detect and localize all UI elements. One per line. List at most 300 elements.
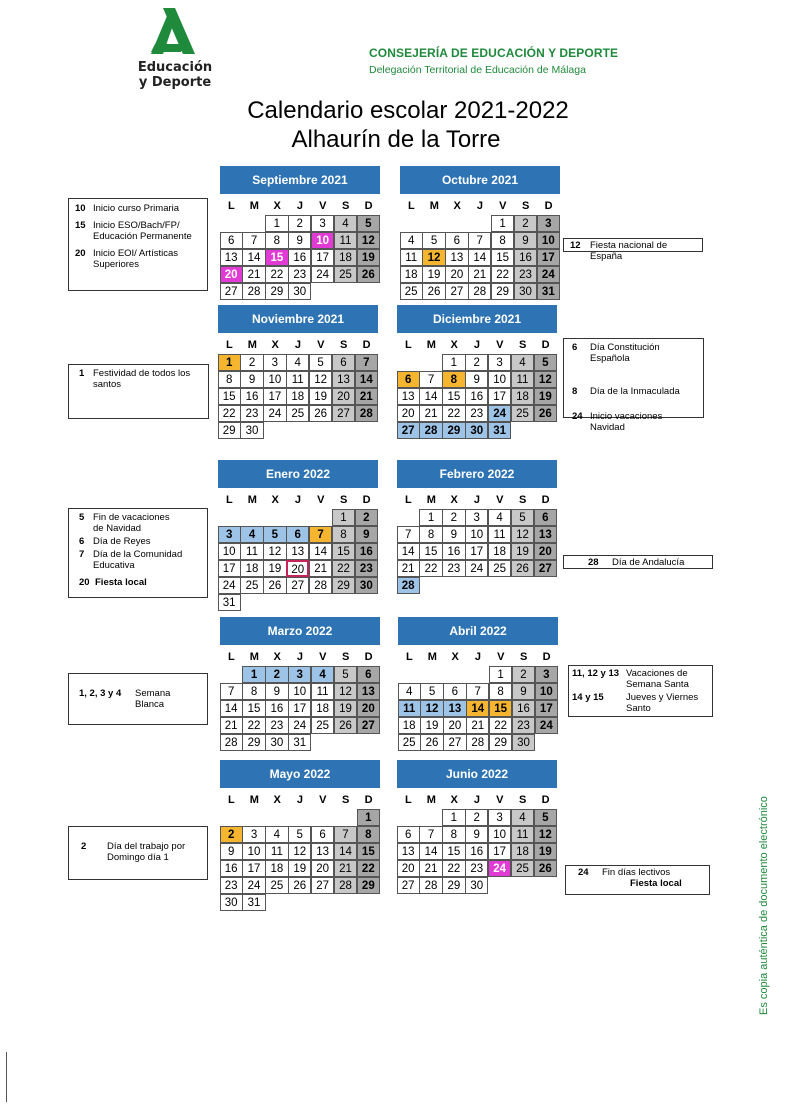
day-cell: 11 (334, 232, 357, 250)
day-cell: 9 (512, 683, 535, 701)
day-cell: 6 (397, 371, 420, 389)
empty-cell (334, 809, 357, 826)
day-cell: 17 (488, 843, 511, 861)
day-cell: 25 (398, 734, 421, 752)
day-cell: 5 (534, 809, 557, 827)
day-cell: 25 (265, 877, 288, 895)
day-cell: 20 (220, 266, 243, 284)
day-cell: 9 (442, 526, 465, 544)
month-header: Enero 2022 (218, 460, 378, 488)
weekday-label: X (273, 200, 281, 212)
day-cell: 1 (489, 666, 512, 684)
day-cell: 26 (334, 717, 357, 735)
day-cell: 16 (265, 700, 288, 718)
day-cell: 6 (397, 826, 420, 844)
month-header: Abril 2022 (398, 617, 558, 645)
day-cell: 19 (357, 249, 380, 267)
day-cell: 13 (286, 543, 309, 561)
day-cell: 29 (218, 422, 241, 440)
legend-marzo: 1, 2, 3 y 4 Semana Blanca (68, 673, 208, 725)
weekday-label: M (427, 651, 437, 663)
day-cell: 29 (242, 734, 265, 752)
day-cell: 28 (220, 734, 243, 752)
day-cell: 4 (286, 354, 309, 372)
day-cell: 17 (465, 543, 488, 561)
authenticity-note: Es copia auténtica de documento electrónico (758, 796, 770, 1015)
day-cell: 10 (288, 683, 311, 701)
day-cell: 6 (357, 666, 380, 684)
day-cell: 19 (309, 388, 332, 406)
day-cell: 15 (491, 249, 514, 267)
legend-abril: 11, 12 y 13 Vacaciones de Semana Santa 14 y 15 Jueves y Viernes Santo (568, 665, 713, 717)
empty-cell (467, 666, 490, 683)
day-cell: 6 (220, 232, 243, 250)
empty-cell (241, 509, 264, 526)
weekday-label: M (429, 200, 439, 212)
weekday-label: M (426, 794, 436, 806)
day-cell: 11 (400, 249, 423, 267)
day-cell: 24 (263, 405, 286, 423)
day-cell: 25 (240, 577, 263, 595)
day-cell: 10 (535, 683, 558, 701)
day-cell: 13 (397, 388, 420, 406)
day-cell: 9 (465, 371, 488, 389)
day-cell: 13 (311, 843, 334, 861)
weekday-label: S (342, 794, 350, 806)
legend-octubre: 12 Fiesta nacional de España (563, 238, 703, 252)
day-cell: 12 (334, 683, 357, 701)
day-cell: 7 (468, 232, 491, 250)
day-cell: 28 (468, 283, 491, 301)
day-cell: 28 (397, 577, 420, 595)
day-cell: 21 (334, 860, 357, 878)
day-cell: 14 (220, 700, 243, 718)
weekday-label: M (249, 200, 259, 212)
day-cell: 26 (309, 405, 332, 423)
day-cell: 15 (442, 388, 465, 406)
day-cell: 27 (443, 734, 466, 752)
day-cell: 7 (419, 371, 442, 389)
day-cell: 14 (334, 843, 357, 861)
day-cell: 29 (442, 422, 465, 440)
day-cell: 4 (511, 809, 534, 827)
weekday-label: X (450, 794, 458, 806)
day-cell: 7 (355, 354, 378, 372)
day-cell: 6 (286, 526, 309, 544)
day-cell: 14 (242, 249, 265, 267)
day-cell: 17 (488, 388, 511, 406)
weekday-label: J (476, 200, 484, 212)
month-octubre (400, 166, 560, 300)
day-cell: 30 (220, 894, 243, 912)
empty-cell (420, 354, 443, 371)
day-cell: 17 (311, 249, 334, 267)
day-cell: 21 (397, 560, 420, 578)
day-cell: 20 (397, 860, 420, 878)
day-cell: 22 (442, 405, 465, 423)
day-cell: 23 (240, 405, 263, 423)
day-cell: 23 (465, 405, 488, 423)
month-header: Mayo 2022 (220, 760, 380, 788)
weekday-label: M (249, 651, 259, 663)
weekday-label: D (544, 200, 553, 212)
day-cell: 20 (311, 860, 334, 878)
day-cell: 11 (488, 526, 511, 544)
day-cell: 29 (489, 734, 512, 752)
day-grid (397, 354, 557, 439)
month-abril (398, 617, 558, 751)
day-cell: 10 (311, 232, 334, 250)
day-grid (220, 666, 380, 751)
day-cell: 14 (419, 843, 442, 861)
day-cell: 20 (443, 717, 466, 735)
month-mayo (220, 760, 380, 911)
day-cell: 3 (242, 826, 265, 844)
day-cell: 17 (537, 249, 560, 267)
day-cell: 6 (311, 826, 334, 844)
day-cell: 10 (488, 826, 511, 844)
legend-item: 10 Inicio curso Primaria (75, 203, 180, 214)
day-cell: 22 (218, 405, 241, 423)
weekday-label: D (541, 794, 550, 806)
weekday-label: L (226, 494, 233, 506)
day-cell: 13 (332, 371, 355, 389)
empty-cell (220, 215, 243, 232)
day-cell: 17 (242, 860, 265, 878)
day-cell: 23 (514, 266, 537, 284)
day-cell: 4 (240, 526, 263, 544)
day-cell: 24 (535, 717, 558, 735)
weekday-label: L (226, 339, 233, 351)
weekday-label: J (296, 794, 304, 806)
day-cell: 7 (334, 826, 357, 844)
day-cell: 24 (242, 877, 265, 895)
weekday-label: D (364, 794, 373, 806)
day-cell: 14 (309, 543, 332, 561)
day-cell: 15 (265, 249, 288, 267)
weekday-label: D (362, 339, 371, 351)
day-cell: 14 (468, 249, 491, 267)
legend-junio: 24 Fin días lectivos Fiesta local (565, 865, 710, 895)
day-cell: 30 (355, 577, 378, 595)
day-cell: 4 (511, 354, 534, 372)
day-grid (220, 215, 380, 300)
day-cell: 5 (263, 526, 286, 544)
month-febrero (397, 460, 557, 594)
junta-a-icon (145, 8, 205, 60)
day-cell: 2 (514, 215, 537, 233)
day-cell: 10 (537, 232, 560, 250)
empty-cell (264, 509, 287, 526)
day-cell: 2 (288, 215, 311, 233)
weekday-label: M (426, 339, 436, 351)
legend-febrero: 28 Día de Andalucía (563, 555, 713, 569)
empty-cell (220, 666, 243, 683)
month-junio (397, 760, 557, 894)
empty-cell (397, 809, 420, 826)
day-cell: 15 (489, 700, 512, 718)
day-cell: 27 (357, 717, 380, 735)
day-cell: 7 (220, 683, 243, 701)
day-cell: 29 (491, 283, 514, 301)
day-cell: 28 (334, 877, 357, 895)
month-header: Octubre 2021 (400, 166, 560, 194)
day-cell: 12 (422, 249, 445, 267)
weekday-header-row (218, 337, 378, 353)
weekday-label: L (405, 494, 412, 506)
day-cell: 29 (357, 877, 380, 895)
day-cell: 8 (442, 826, 465, 844)
day-cell: 2 (240, 354, 263, 372)
empty-cell (309, 509, 332, 526)
empty-cell (446, 215, 469, 232)
day-cell: 17 (288, 700, 311, 718)
day-cell: 5 (334, 666, 357, 684)
weekday-label: M (426, 494, 436, 506)
day-cell: 21 (419, 860, 442, 878)
weekday-label: V (319, 651, 327, 663)
weekday-label: V (496, 339, 504, 351)
day-cell: 31 (537, 283, 560, 301)
day-cell: 27 (332, 405, 355, 423)
day-cell: 25 (400, 283, 423, 301)
day-cell: 25 (488, 560, 511, 578)
day-cell: 8 (491, 232, 514, 250)
day-cell: 24 (288, 717, 311, 735)
day-cell: 11 (265, 843, 288, 861)
weekday-label: S (519, 494, 527, 506)
day-cell: 3 (288, 666, 311, 684)
day-grid (397, 509, 557, 594)
day-cell: 2 (220, 826, 243, 844)
legend-diciembre: 6 Día Constitución Española 8 Día de la Inmaculada 24 Inicio vacaciones Navidad (563, 338, 704, 418)
weekday-label: X (450, 339, 458, 351)
weekday-label: V (499, 200, 507, 212)
day-cell: 5 (534, 354, 557, 372)
day-cell: 23 (265, 717, 288, 735)
day-cell: 12 (288, 843, 311, 861)
weekday-label: S (340, 494, 348, 506)
weekday-label: S (520, 651, 528, 663)
weekday-label: S (519, 794, 527, 806)
day-cell: 27 (286, 577, 309, 595)
day-cell: 4 (334, 215, 357, 233)
empty-cell (243, 809, 266, 826)
day-cell: 7 (309, 526, 332, 544)
day-cell: 14 (419, 388, 442, 406)
day-cell: 8 (218, 371, 241, 389)
day-cell: 11 (511, 371, 534, 389)
day-cell: 3 (488, 809, 511, 827)
weekday-label: J (473, 494, 481, 506)
weekday-label: S (342, 200, 350, 212)
empty-cell (444, 666, 467, 683)
empty-cell (420, 809, 443, 826)
day-cell: 13 (357, 683, 380, 701)
day-cell: 30 (514, 283, 537, 301)
day-cell: 6 (332, 354, 355, 372)
weekday-label: L (408, 200, 415, 212)
day-cell: 3 (263, 354, 286, 372)
day-cell: 23 (465, 860, 488, 878)
day-cell: 20 (445, 266, 468, 284)
day-cell: 1 (491, 215, 514, 233)
day-cell: 9 (514, 232, 537, 250)
day-cell: 16 (512, 700, 535, 718)
day-cell: 4 (488, 509, 511, 527)
month-header: Noviembre 2021 (218, 305, 378, 333)
day-cell: 16 (240, 388, 263, 406)
day-cell: 25 (511, 860, 534, 878)
day-cell: 18 (511, 388, 534, 406)
day-cell: 16 (442, 543, 465, 561)
day-cell: 4 (265, 826, 288, 844)
month-header: Diciembre 2021 (397, 305, 557, 333)
day-cell: 16 (465, 388, 488, 406)
day-grid (220, 809, 380, 911)
day-cell: 24 (465, 560, 488, 578)
day-cell: 1 (419, 509, 442, 527)
day-cell: 2 (465, 354, 488, 372)
weekday-label: V (319, 200, 327, 212)
day-cell: 27 (397, 877, 420, 895)
day-cell: 18 (265, 860, 288, 878)
day-cell: 7 (397, 526, 420, 544)
month-enero (218, 460, 378, 611)
day-cell: 18 (286, 388, 309, 406)
weekday-label: D (364, 200, 373, 212)
weekday-label: M (247, 494, 257, 506)
day-cell: 10 (218, 543, 241, 561)
weekday-label: D (362, 494, 371, 506)
day-cell: 24 (488, 405, 511, 423)
empty-cell (311, 809, 334, 826)
day-cell: 3 (311, 215, 334, 233)
day-cell: 25 (286, 405, 309, 423)
day-cell: 26 (420, 734, 443, 752)
day-cell: 23 (220, 877, 243, 895)
day-cell: 2 (355, 509, 378, 527)
day-cell: 3 (465, 509, 488, 527)
day-cell: 8 (265, 232, 288, 250)
day-cell: 15 (357, 843, 380, 861)
weekday-header-row (220, 792, 380, 808)
day-cell: 20 (332, 388, 355, 406)
day-cell: 20 (286, 560, 309, 578)
day-cell: 19 (534, 843, 557, 861)
day-cell: 5 (420, 683, 443, 701)
day-cell: 8 (357, 826, 380, 844)
day-cell: 12 (534, 826, 557, 844)
day-cell: 5 (422, 232, 445, 250)
day-cell: 6 (443, 683, 466, 701)
weekday-label: L (228, 200, 235, 212)
weekday-label: S (522, 200, 530, 212)
weekday-header-row (398, 649, 558, 665)
day-cell: 26 (534, 405, 557, 423)
day-grid (218, 354, 378, 439)
day-cell: 30 (288, 283, 311, 301)
day-cell: 23 (355, 560, 378, 578)
day-cell: 23 (512, 717, 535, 735)
day-cell: 7 (466, 683, 489, 701)
weekday-label: M (249, 794, 259, 806)
day-cell: 11 (511, 826, 534, 844)
day-cell: 15 (242, 700, 265, 718)
day-cell: 14 (397, 543, 420, 561)
day-cell: 28 (466, 734, 489, 752)
day-cell: 10 (488, 371, 511, 389)
month-septiembre (220, 166, 380, 300)
day-cell: 19 (263, 560, 286, 578)
day-cell: 21 (419, 405, 442, 423)
weekday-label: V (496, 494, 504, 506)
logo-text-line2: y Deporte (138, 75, 212, 90)
weekday-label: D (541, 339, 550, 351)
day-cell: 9 (355, 526, 378, 544)
empty-cell (289, 809, 312, 826)
day-cell: 15 (419, 543, 442, 561)
day-cell: 20 (397, 405, 420, 423)
day-cell: 25 (334, 266, 357, 284)
empty-cell (421, 666, 444, 683)
weekday-label: X (451, 651, 459, 663)
day-cell: 8 (442, 371, 465, 389)
day-cell: 9 (220, 843, 243, 861)
day-cell: 27 (311, 877, 334, 895)
day-cell: 16 (355, 543, 378, 561)
day-cell: 21 (468, 266, 491, 284)
day-cell: 5 (309, 354, 332, 372)
day-cell: 26 (511, 560, 534, 578)
day-cell: 3 (218, 526, 241, 544)
month-header: Junio 2022 (397, 760, 557, 788)
day-cell: 22 (419, 560, 442, 578)
weekday-label: X (453, 200, 461, 212)
empty-cell (423, 215, 446, 232)
weekday-label: X (271, 494, 279, 506)
day-cell: 21 (355, 388, 378, 406)
day-cell: 31 (242, 894, 265, 912)
margin-line (6, 1052, 7, 1102)
day-cell: 18 (240, 560, 263, 578)
day-cell: 1 (242, 666, 265, 684)
day-cell: 6 (534, 509, 557, 527)
weekday-label: J (473, 794, 481, 806)
day-cell: 19 (420, 717, 443, 735)
empty-cell (220, 809, 243, 826)
page-title: Calendario escolar 2021-2022 (247, 97, 569, 124)
day-cell: 15 (332, 543, 355, 561)
day-cell: 13 (397, 843, 420, 861)
weekday-label: S (519, 339, 527, 351)
day-cell: 22 (442, 860, 465, 878)
weekday-label: V (319, 794, 327, 806)
day-cell: 13 (445, 249, 468, 267)
consejeria-title: CONSEJERÍA DE EDUCACIÓN Y DEPORTE (369, 46, 619, 60)
day-cell: 15 (442, 843, 465, 861)
day-cell: 31 (488, 422, 511, 440)
day-cell: 7 (242, 232, 265, 250)
day-cell: 21 (309, 560, 332, 578)
day-cell: 18 (334, 249, 357, 267)
weekday-label: D (542, 651, 551, 663)
weekday-header-row (397, 492, 557, 508)
day-cell: 5 (357, 215, 380, 233)
day-cell: 25 (511, 405, 534, 423)
weekday-label: J (474, 651, 482, 663)
weekday-label: X (450, 494, 458, 506)
